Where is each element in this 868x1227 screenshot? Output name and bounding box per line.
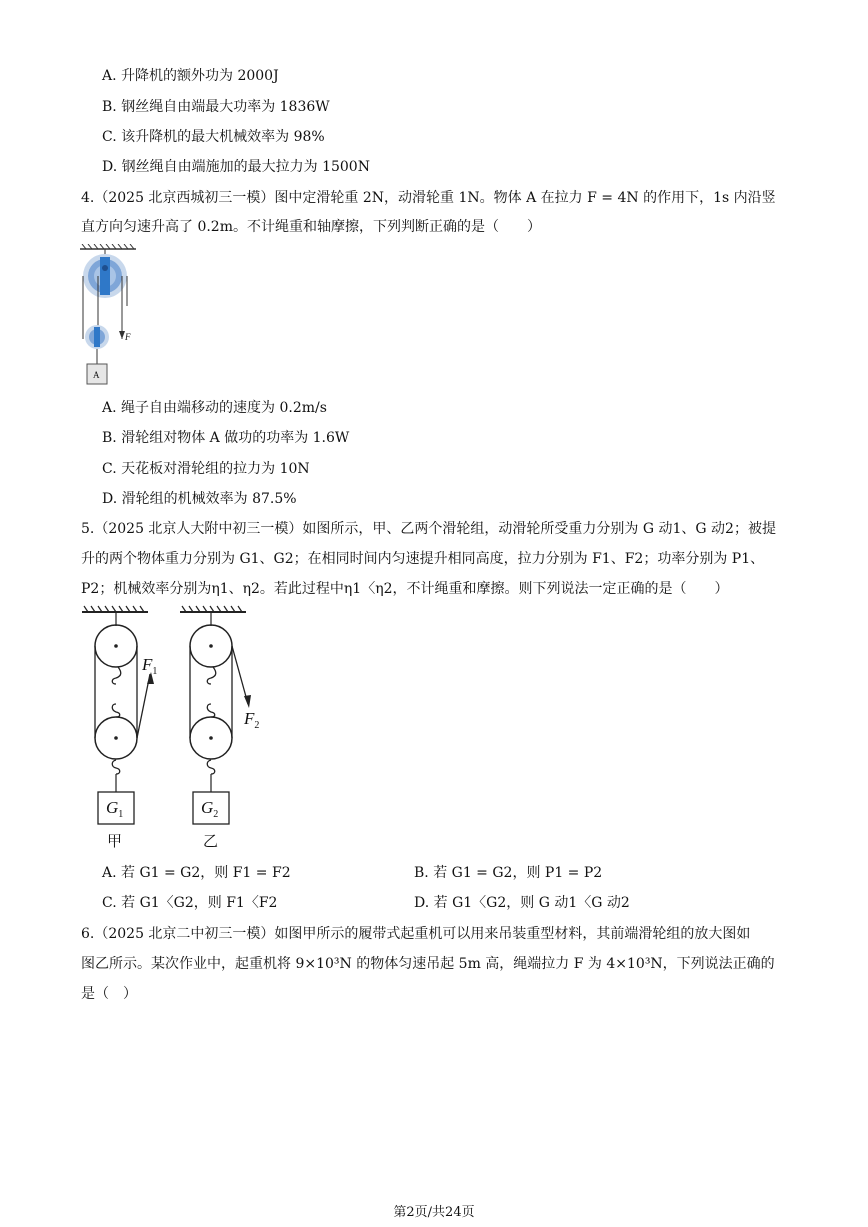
q5-f1-label: F: [142, 655, 153, 674]
page-footer: 第2页/共24页: [393, 1205, 475, 1220]
q3-option-a: A. 升降机的额外功为 2000J: [102, 68, 279, 84]
q5-stem-line2: 升的两个物体重力分别为 G1、G2；在相同时间内匀速提升相同高度，拉力分别为 F1、F2；功率分别为 P1、: [81, 551, 765, 567]
q5-f2-sub: 2: [254, 720, 260, 731]
q5-g2-label: G: [201, 798, 214, 817]
q5-g1-label: G: [106, 798, 119, 817]
q4-stem-line1: 4.（2025 北京西城初三一模）图中定滑轮重 2N，动滑轮重 1N。物体 A 在拉力 F = 4N 的作用下，1s 内沿竖: [81, 190, 776, 206]
q4-option-b: B. 滑轮组对物体 A 做功的功率为 1.6W: [102, 430, 350, 446]
q4-pulley-figure: [78, 244, 140, 390]
right-ceiling: [180, 606, 246, 612]
q6-stem-line1: 6.（2025 北京二中初三一模）如图甲所示的履带式起重机可以用来吊装重型材料，其前端滑轮组的放大图如: [81, 926, 751, 942]
q3-option-b: B. 钢丝绳自由端最大功率为 1836W: [102, 99, 330, 115]
q4-stem-line2: 直方向匀速升高了 0.2m。不计绳重和轴摩擦，下列判断正确的是（ ）: [81, 219, 541, 235]
q5-g1-sub: 1: [118, 809, 124, 820]
q4-block-label: A: [93, 370, 100, 380]
svg-text:F2: [243, 709, 259, 731]
q5-option-d: D. 若 G1〈G2，则 G 动1〈G 动2: [414, 895, 630, 911]
q5-label-jia: 甲: [107, 832, 123, 850]
q5-option-b: B. 若 G1 = G2，则 P1 = P2: [414, 865, 603, 881]
q5-option-c: C. 若 G1〈G2，则 F1〈F2: [102, 895, 278, 911]
q3-option-d: D. 钢丝绳自由端施加的最大拉力为 1500N: [102, 159, 370, 175]
q5-label-yi: 乙: [203, 832, 219, 850]
svg-text:F1: [141, 655, 157, 677]
q4-option-a: A. 绳子自由端移动的速度为 0.2m/s: [102, 400, 327, 416]
q5-stem-line1: 5.（2025 北京人大附中初三一模）如图所示，甲、乙两个滑轮组，动滑轮所受重力分别为 G 动1、G 动2；被提: [81, 521, 776, 537]
q6-stem-line2: 图乙所示。某次作业中，起重机将 9×10³N 的物体匀速吊起 5m 高，绳端拉力 F 为 4×10³N，下列说法正确的: [81, 956, 775, 972]
q5-option-a: A. 若 G1 = G2，则 F1 = F2: [102, 865, 291, 881]
q5-f1-sub: 1: [152, 666, 158, 677]
q4-force-label: F: [125, 332, 131, 342]
q5-pulley-figure: [78, 604, 278, 856]
q4-option-d: D. 滑轮组的机械效率为 87.5%: [102, 491, 297, 507]
q3-option-c: C. 该升降机的最大机械效率为 98%: [102, 129, 325, 145]
q5-g2-sub: 2: [213, 809, 219, 820]
q5-f2-label: F: [244, 709, 255, 728]
q4-option-c: C. 天花板对滑轮组的拉力为 10N: [102, 461, 310, 477]
left-ceiling: [82, 606, 148, 612]
q5-stem-line3: P2；机械效率分别为η1、η2。若此过程中η1〈η2，不计绳重和摩擦。则下列说法一定正确的是（ ）: [81, 581, 729, 597]
q6-stem-line3: 是（ ）: [81, 986, 137, 1002]
